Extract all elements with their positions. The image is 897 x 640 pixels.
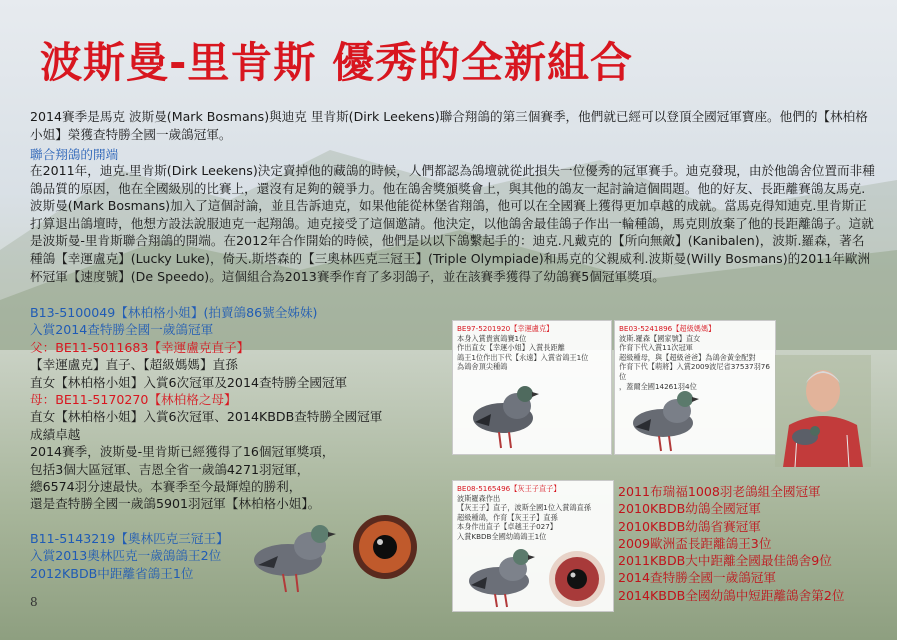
achievements-list [618,483,844,604]
page-number: 8 [30,595,38,609]
achievement-item: 2011布瑞福1008羽老鴿組全國冠軍 [618,484,821,499]
pigeon-photo-grey-prince [459,543,549,609]
main-paragraph: 在2011年，迪克.里肯斯(Dirk Leekens)決定賣掉他的藏鴿的時候，人們都認為鴿壇就從此損失一位優秀的冠軍賽手。迪克發現，由於他鴿舍位置而非種鴿品質的原因，他在全國級別的比賽上，還沒有足夠的競爭力。他在鴿舍獎頒獎會上，與其他的鴿友一起討論這個問題。他的好友、長距離賽鴿友馬克.波斯曼(Mark Bosmans)加入了這個討論，並且告訴迪克，如果他能從林堡省翔鴿，他可以在全國賽上獲得更加卓越的成就。當馬克得知迪克.里肯斯正打算退出鴿壇時，他想方設法說服迪克一起翔鴿。迪克接受了這個邀請。他決定，以他鴿舍最佳鴿子作出一輪種鴿，馬克則放棄了他的長距離鴿子。這就是波斯曼-里肯斯聯合翔鴿的開端。在2012年合作開始的時候，他們是以以下鴿繫起手的：迪克.凡戴克的【所向無敵】(Kanibalen)，波斯.羅森，著名種鴿【幸運盧克】(Lucky Luke)，倚天.斯塔森的【三奧林匹克三冠王】(Triple Olympiade)和馬克的父親威利.波斯曼(Willy Bosmans)的2011年歐洲杯冠軍【速度號】(De Speedo)。這個組合為2013賽季作育了多羽鴿子，並在該賽季獲得了幼鴿賽5個冠軍獎項。 [30,163,875,284]
main-bird-block [30,304,382,513]
section-subheading: 聯合翔鴿的開端 [30,147,119,162]
achievement-item: 2011KBDB大中距離全國最佳鴿舍9位 [618,553,832,569]
card-caption: BE03-5241896【超級媽媽】 波斯.羅森【國家號】直女 作育下代入賞11次冠軍 超級種母，與【超級爸爸】為鴿舍黃金配對 作育下代【萌將】入賞2009波尼省37537羽76位 ，蓋爾全國14261羽4位 [619,324,770,391]
mother-ring: 母：BE11-5170270【林柏格之母】 [30,392,237,408]
achievement-item: 2010KBDB幼鴿省賽冠軍 [618,518,761,534]
card-caption: BE97-5201920【幸運盧克】 本身入賞貴賓鴿賽1位 作出直女【幸運小姐】入賞長距離 鴿王1位作出下代【永遠】入賞省鴿王1位 為鴿舍頂尖種鴿 [457,324,589,372]
intro-paragraph: 2014賽季是馬克 波斯曼(Mark Bosmans)與迪克 里肯斯(Dirk Leekens)聯合翔鴿的第三個賽季，他們就已經可以登頂全國冠軍寶座。他們的【林柏格小姐】榮獲查特勝全國一歲鴿冠軍。 [30,109,868,142]
owner-photo [775,355,871,467]
pigeon-photo-lucky-luke [463,376,553,451]
pigeon-card-lucky-luke [452,320,612,455]
main-bird-ring: B13-5100049【林柏格小姐】(拍賣鴿86號全姊妹) [30,305,318,320]
pigeon-card-grey-prince [452,480,614,612]
achievement-item: 2014查特勝全國一歲鴿冠軍 [618,570,776,586]
summary-line: 還是查特勝全國一歲鴿5901羽冠軍【林柏格小姐】。 [30,496,321,512]
olympiade-block [30,530,229,582]
pigeon-photo-olympiade [248,510,358,600]
olympiade-ring: B11-5143219【奧林匹克三冠王】 [30,531,229,546]
achievement-item: 2014KBDB全國幼鴿中短距離鴿舍第2位 [618,587,845,603]
olympiade-line2: 2012KBDB中距離省鴿王1位 [30,565,194,581]
achievement-head: 成績卓越 [30,426,81,442]
father-result: 直女【林柏格小姐】入賞6次冠軍及2014查特勝全國冠軍 [30,374,348,390]
mother-result: 直女【林柏格小姐】入賞6次冠軍、2014KBDB查特勝全國冠軍 [30,409,383,425]
page-title: 波斯曼-里肯斯 優秀的全新組合 [40,38,634,87]
card-caption: BE08-5165496【灰王子直子】 波斯羅森作出 【灰王子】直子，波斯全國1位入賞鴿直孫 超級種鴿，作育【灰王子】直孫 本身作出直子【卓越王子027】 入賞KBDB全國幼鴿鴿王1位 [457,484,591,541]
achievement-item: 2009歐洲盃長距離鴿王3位 [618,535,772,551]
father-desc: 【幸運盧克】直子、【超級媽媽】直孫 [30,357,238,373]
summary-line: 2014賽季，波斯曼-里肯斯已經獲得了16個冠軍獎項， [30,444,335,460]
summary-line: 包括3個大區冠軍、吉恩全省一歲鴿4271羽冠軍， [30,461,310,477]
olympiade-line1: 入賞2013奧林匹克一歲鴿鴿王2位 [30,548,222,564]
pigeon-card-super-mama [614,320,776,455]
pigeon-eye-olympiade [350,512,420,582]
pigeon-photo-super-mama [623,383,713,453]
pigeon-eye-grey-prince [547,549,607,609]
main-bird-result: 入賞2014查特勝全國一歲鴿冠軍 [30,322,214,338]
achievement-item: 2010KBDB幼鴿全國冠軍 [618,501,761,517]
summary-line: 總6574羽分速最快。本賽季至今最輝煌的勝利， [30,479,302,495]
father-ring: 父：BE11-5011683【幸運盧克直子】 [30,339,250,355]
